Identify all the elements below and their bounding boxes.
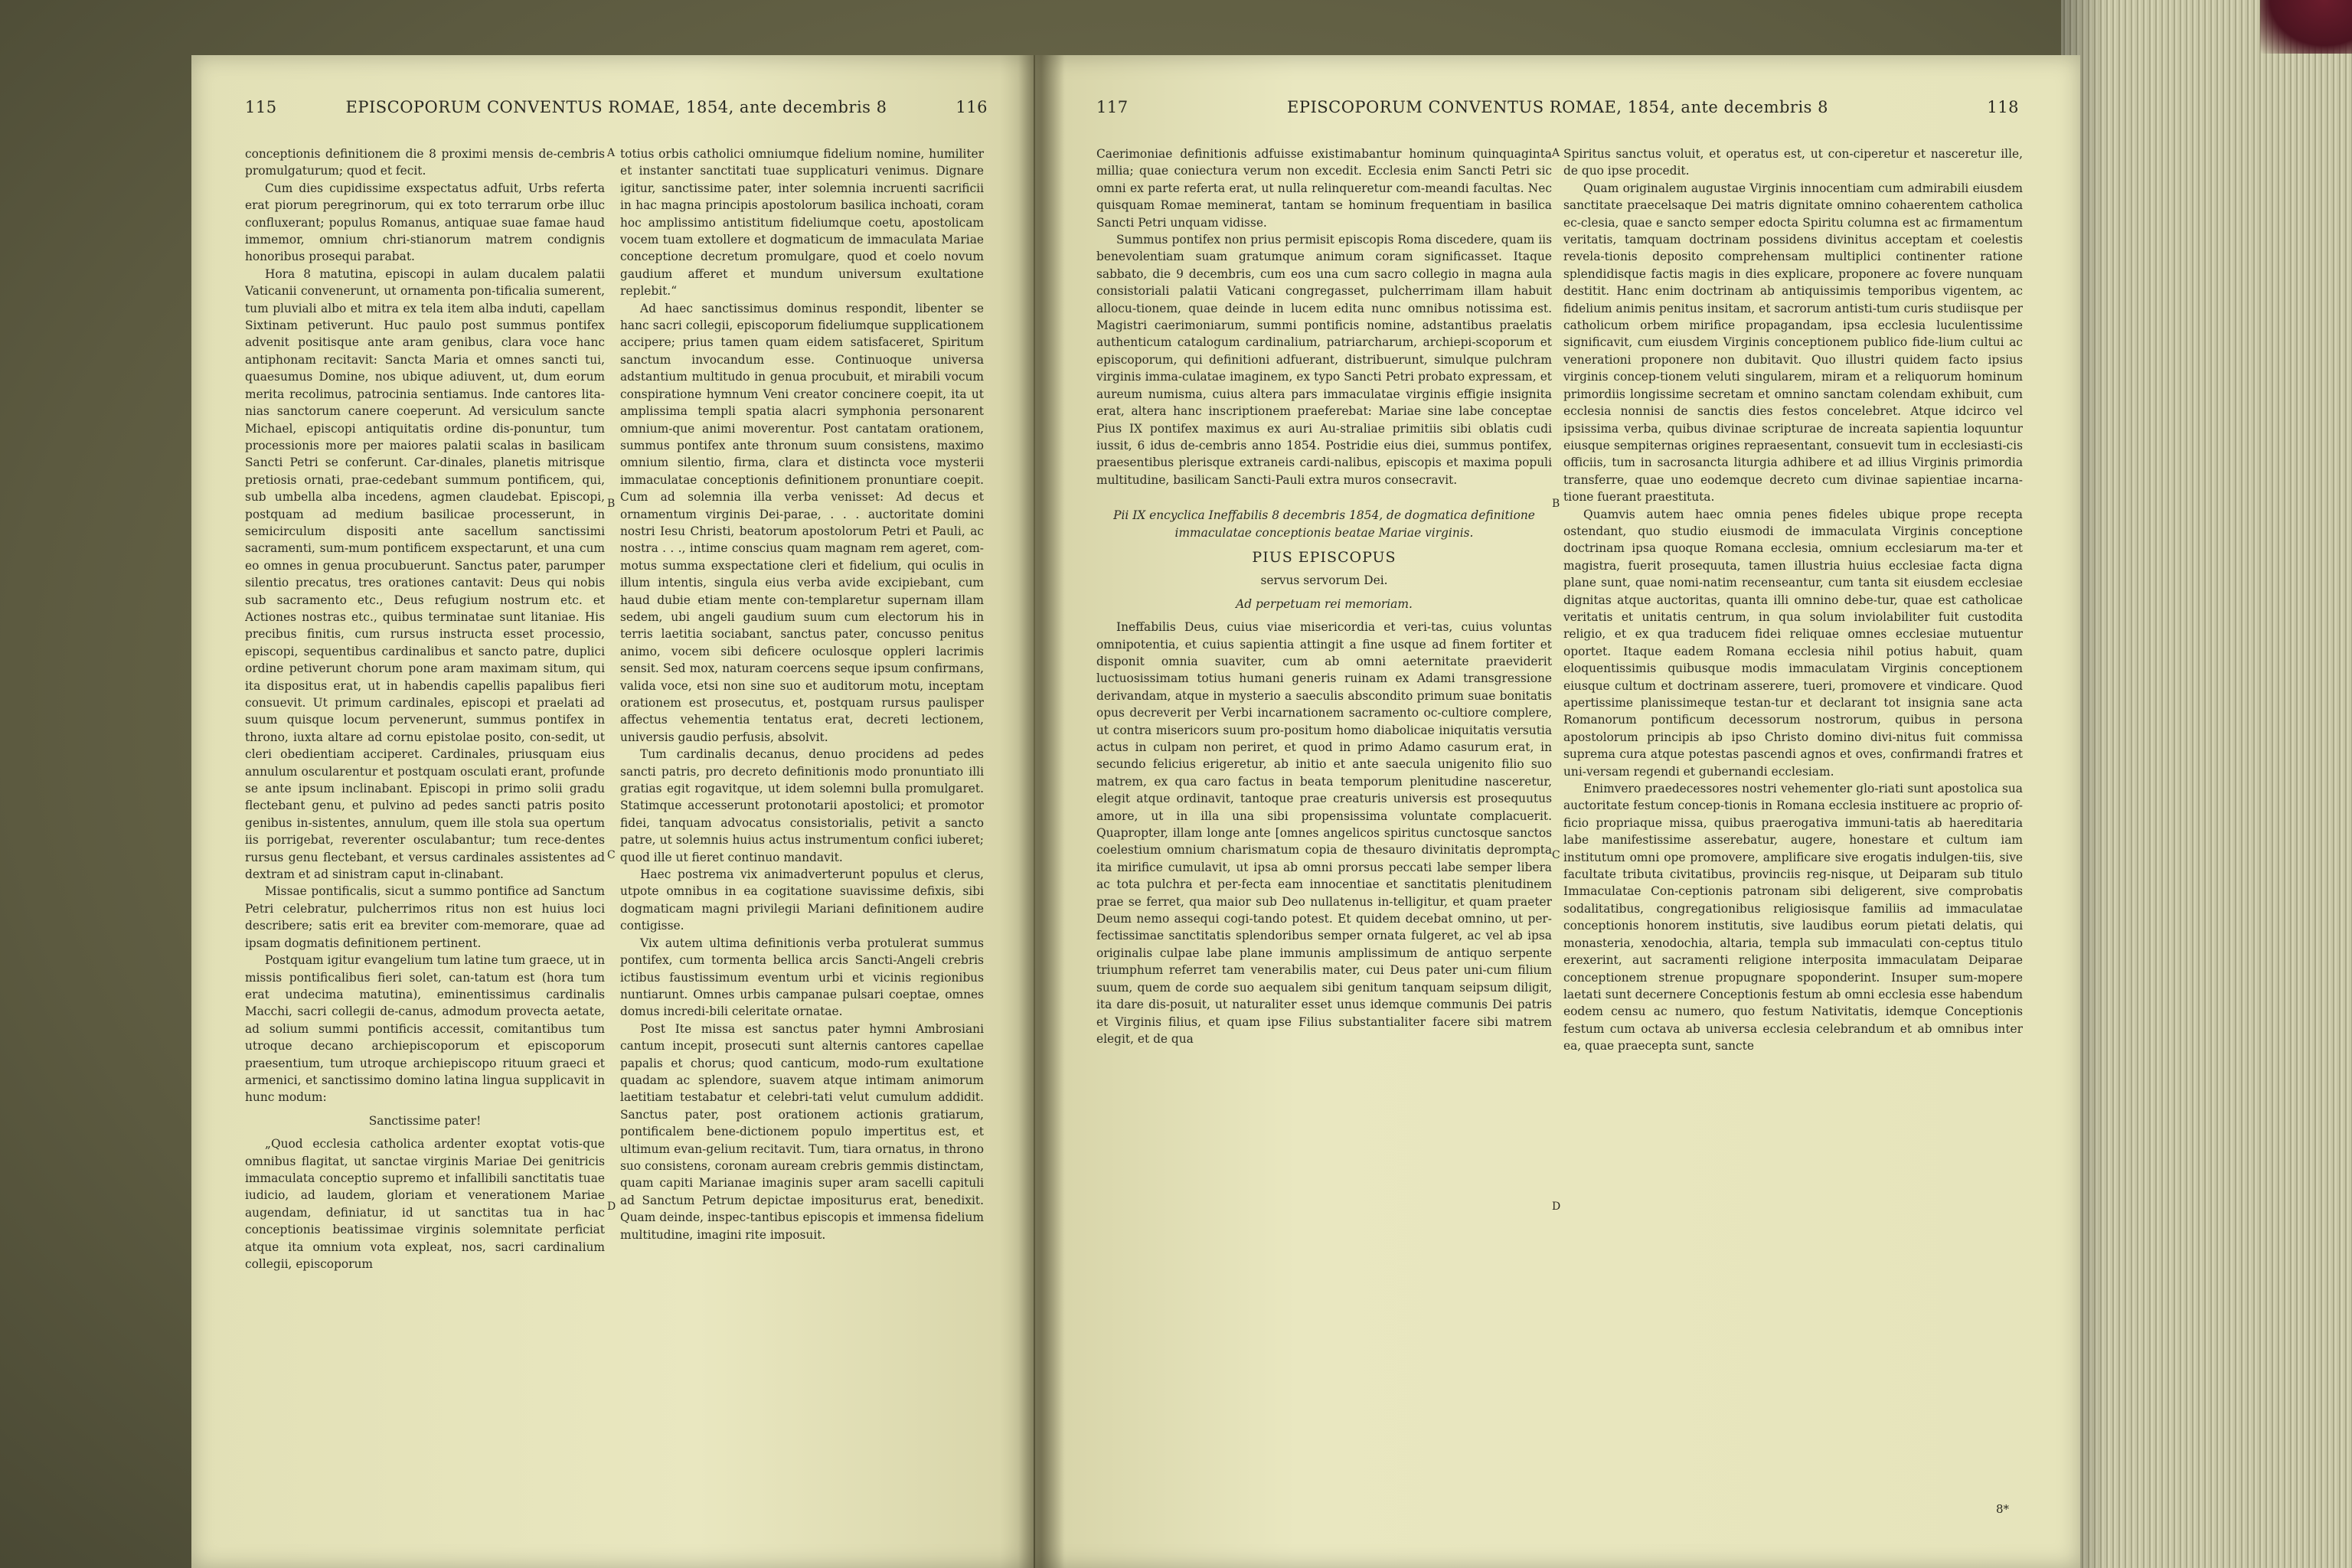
servus-line: servus servorum Dei. [1260,573,1388,588]
left-page-header [245,98,988,129]
paragraph: Ad haec sanctissimus dominus respondit, libenter se hanc sacri collegii, episcoporum fideliumque supplicationem accipere; prius tamen quam eidem satisfaceret, Spiritum sanctum invocandum esse. Continuoque universa adstantium multitudo in genua procubuit, et mirabili vocum conspiratione hymnum Veni creator concinere coepit, ita ut amplissima templi spatia alacri symphonia personarent omnium-que animi moverentur. Post cantatam orationem, summus pontifex ante thronum suum consistens, maximo omnium silentio, firma, clara et distincta voce mysterii immaculatae conceptionis definitionem pronuntiare coepit. Cum ad solemnia illa verba venisset: Ad decus et ornamentum virginis Dei-parae, . . . auctoritate domini nostri Iesu Christi, beatorum apostolorum Petri et Pauli, ac nostra . . ., intime conscius quam magnam rem ageret, com-motus summa exspectatione cleri et fidelium, qui oculis in illum intentis, singula eius verba avide excipiebant, cum haud dubie etiam mente con-templaretur supernam illam sedem, ubi angeli gaudium suum cum electorum his in terris laetitia sociabant, sanctus pater, concusso penitus animo, vocem sibi deficere oculosque oppleri lacrimis sensit. Sed mox, naturam coercens seque ipsum confirmans, valida voce, etsi non sine suo et auditorum motu, inceptam orationem est prosecutus, et, postquam rursus paulisper affectus vehementia tentatus erat, decreti lectionem, universis gaudio perfusis, absolvit. [620,301,984,744]
encyclical-caption: Pii IX encyclica Ineffabilis 8 decembris 1854, de dogmatica definitione immaculatae conceptionis beatae Mariae virginis. [1113,508,1535,540]
running-title: EPISCOPORUM CONVENTUS ROMAE, 1854, ante decembris 8 [1287,98,1828,116]
address-heading: Sanctissime pater! [368,1113,482,1128]
page-number-117: 117 [1096,98,1129,116]
paragraph: Quam originalem augustae Virginis innocentiam cum admirabili eiusdem sanctitate praecelsaque Dei matris dignitate omnino cohaerentem catholica ec-clesia, quae e sancto semper edocta Spiritu columna est ac firmamentum veritatis, tamquam doctrinam possidens divinitus acceptam et coelestis revela-tionis deposito comprehensam multiplici continenter ratione splendidisque factis magis in dies explicare, proponere ac fovere nunquam destitit. Hanc enim doctrinam ab antiquissimis temporibus vigentem, ac fidelium animis penitus insitam, et sacrorum antisti-tum curis studiisque per catholicum orbem mirifice propagandam, ipsa ecclesia luculentissime significavit, cum eiusdem Virginis conceptionem publico fide-lium cultui ac venerationi proponere non dubitavit. Quo illustri quidem facto ipsius virginis concep-tionem veluti singularem, miram et a reliquorum hominum primordiis longissime secretam et omnino sanctam colendam exhibuit, cum ecclesia nonnisi de sanctis dies festos concelebret. Atque idcirco vel ipsissima verba, quibus divinae scripturae de increata sapientia loquuntur eiusque sempiternas origines repraesentant, consuevit tum in ecclesiasti-cis officiis, tum in sacrosancta liturgia adhibere et ad illius Virginis primordia transferre, quae uno eodemque decreto cum divinae sapientiae incarna-tione fuerant praestituta. [1563,181,2023,505]
margin-marker-c: C [1552,849,1560,861]
paragraph: Vix autem ultima definitionis verba protulerat summus pontifex, cum tormenta bellica arcis Sancti-Angeli crebris ictibus faustissimum eventum urbi et vicinis regionibus nuntiarunt. Omnes urbis campanae pulsari coeptae, omnes domus incredi-bili celeritate ornatae. [620,936,984,1019]
paragraph: Postquam igitur evangelium tum latine tum graece, ut in missis pontificalibus fieri solet, can-tatum est (hora tum erat undecima matutina), eminentissimus cardinalis Macchi, sacri collegii de-canus, admodum provecta aetate, ad solium summi pontificis accessit, comitantibus tum utroque decano archiepiscoporum et episcoporum praesentium, tum utroque archiepiscopo rituum graeci et armenici, et sanctissimo domino latina lingua supplicavit in hunc modum: [245,953,605,1105]
margin-marker-d: D [607,1200,616,1213]
margin-marker-d: D [1552,1200,1561,1213]
cloth-corner [2260,0,2352,54]
left-column-b [620,145,984,1554]
ad-perpetuam-line: Ad perpetuam rei memoriam. [1236,596,1413,611]
paragraph: Summus pontifex non prius permisit episcopis Roma discedere, quam iis benevolentiam suam gratumque animum coram significasset. Itaque sabbato, die 9 decembris, cum eos una cum sacro collegio in magna aula consistoriali palatii Vaticani congregasset, pulcherrimam illam habuit allocu-tionem, quae deinde in lucem edita nunc omnibus notissima est. Magistri caerimoniarum, summi pontificis nomine, adstantibus praelatis authenticum catalogum cardinalium, patriarcharum, archiepi-scoporum et episcoporum, qui definitioni adfuerant, distribuerunt, simulque pulchram virginis imma-culatae imaginem, ex typo Sancti Petri probato expressam, et aureum numisma, cuius altera pars immaculatae virginis effigie insignita erat, altera hanc inscriptionem praeferebat: Mariae sine labe conceptae Pius IX pontifex maximus ex auri Au-straliae primitiis sibi oblatis cudi iussit, 6 idus de-cembris anno 1854. Postridie eius diei, summus pontifex, praesentibus plerisque extraneis cardi-nalibus, episcopis et maxima populi multitudine, basilicam Sancti-Pauli extra muros consecravit. [1096,233,1552,487]
left-column-a [245,145,605,1554]
paragraph: totius orbis catholici omniumque fidelium nomine, humiliter et instanter sanctitati tuae supplicaturi venimus. Dignare igitur, sanctissime pater, inter solemnia incruenti sacrificii in hac magna principis apostolorum basilica inchoati, coram hoc amplissimo antistitum fideliumque coetu, apostolicam vocem tuam extollere et dogmaticum de immaculata Mariae conceptione decretum promulgare, quod et coelo novum gaudium afferet et mundum universum exultatione replebit.“ [620,147,984,299]
paragraph: Tum cardinalis decanus, denuo procidens ad pedes sancti patris, pro decreto definitionis modo pronuntiato illi gratias egit rogavitque, ut idem solemni bulla promulgaret. Statimque accesserunt protonotarii apostolici; et promotor fidei, tanquam advocatus consistorialis, petivit a sancto patre, ut solemnis huius actus instrumentum confici iuberet; quod ille ut fieret continuo mandavit. [620,747,984,864]
paragraph: Enimvero praedecessores nostri vehementer glo-riati sunt apostolica sua auctoritate festum concep-tionis in Romana ecclesia instituere ac proprio of-ficio propriaque missa, quibus praerogativa immuni-tatis ab haereditaria labe manifestissime asserebatur, augere, honestare et cultum iam institutum omni ope promovere, amplificare sive erogatis indulgen-tiis, sive facultate tributa civitatibus, provinciis reg-nisque, ut Deiparam sub titulo Immaculatae Con-ceptionis patronam sibi deligerent, sive comprobatis sodalitatibus, congregationibus religiosisque familiis ad immaculatae conceptionis honorem institutis, sive laudibus eorum pietati delatis, qui monasteria, xenodochia, altaria, templa sub immaculati con-ceptus titulo erexerint, aut sacramenti religione interposita immaculatam Deiparae conceptionem strenue propugnare spoponderint. Insuper sum-mopere laetati sunt decernere Conceptionis festum ab omni ecclesia esse habendum eodem censu ac numero, quo festum Nativitatis, idemque Conceptionis festum cum octava ab universa ecclesia celebrandum et ab omnibus inter ea, quae praecepta sunt, sancte [1563,782,2023,1054]
paragraph: Caerimoniae definitionis adfuisse existimabantur hominum quinquaginta millia; quae coniectura verum non excedit. Ecclesia enim Sancti Petri sic omni ex parte referta erat, ut nulla relinqueretur com-meandi facultas. Nec quisquam Romae meminerat, tantam se hominum frequentiam in basilica Sancti Petri unquam vidisse. [1096,147,1552,230]
paragraph: Quamvis autem haec omnia penes fideles ubique prope recepta ostendant, quo studio eiusmodi de immaculata Virginis conceptione doctrinam ipsa quoque Romana ecclesia, omnium ecclesiarum ma-ter et magistra, fuerit prosequuta, tamen illustria huius ecclesiae facta digna plane sunt, quae nomi-natim recenseantur, cum tanta sit eiusdem ecclesiae dignitas atque auctoritas, quanta illi omnino debe-tur, quae est catholicae veritatis et unitatis centrum, in qua solum inviolabiliter fuit custodita religio, et ex qua traducem fidei reliquae omnes ecclesiae mutuentur oportet. Itaque eadem Romana ecclesia nihil potius habuit, quam eloquentissimis quibusque modis immaculatam Virginis conceptionem eiusque cultum et doctrinam asserere, tueri, promovere et vindicare. Quod apertissime planissimeque testan-tur et declarant tot insignia sane acta Romanorum pontificum decessorum nostrorum, quibus in persona apostolorum principis ab ipso Christo domino divi-nitus fuit commissa suprema cura atque potestas pascendi agnos et oves, confirmandi fratres et uni-versam regendi et gubernandi ecclesiam. [1563,507,2023,779]
running-title: EPISCOPORUM CONVENTUS ROMAE, 1854, ante decembris 8 [345,98,887,116]
paragraph: Missae pontificalis, sicut a summo pontifice ad Sanctum Petri celebratur, pulcherrimos ritus non est huius loci describere; satis erit ea breviter com-memorare, quae ad ipsam dogmatis definitionem pertinent. [245,884,605,950]
right-page [1035,55,2080,1568]
right-page-header [1096,98,2019,129]
margin-marker-b: B [607,498,616,510]
paragraph: „Quod ecclesia catholica ardenter exoptat votis-que omnibus flagitat, ut sanctae virginis Mariae Dei genitricis immaculata conceptio supremo et infallibili sanctitatis tuae iudicio, ad laudem, gloriam et venerationem Mariae augendam, definiatur, id ut sanctitas tua in hac conceptionis beatissimae virginis solemnitate perficiat atque ita omnium vota expleat, nos, sacri cardinalium collegii, episcoporum [245,1137,605,1271]
right-column-b [1563,145,2023,1554]
paragraph: Post Ite missa est sanctus pater hymni Ambrosiani cantum incepit, prosecuti sunt alternis cantores capellae papalis et chorus; quod canticum, modo-rum exultatione quadam ac splendore, suavem atque intimam animorum laetitiam testabatur et celebri-tati velut cumulum addidit. Sanctus pater, post orationem actionis gratiarum, pontificalem bene-dictionem populo impertitus est, et ultimum evan-gelium recitavit. Tum, tiara ornatus, in throno suo consistens, coronam auream crebris gemmis distinctam, quam capiti Marianae imaginis super aram sacelli capituli ad Sanctum Petrum depictae impositurus erat, benedixit. Quam deinde, inspec-tantibus episcopis et immensa fidelium multitudine, imagini rite imposuit. [620,1021,984,1242]
paragraph: Hora 8 matutina, episcopi in aulam ducalem palatii Vaticanii convenerunt, ut ornamenta pon-tificalia sumerent, tum pluviali albo et mitra ex tela item alba induti, capellam Sixtinam petiverunt. Huc paulo post summus pontifex advenit positisque ante aram genibus, clara voce hanc antiphonam recitavit: Sancta Maria et omnes sancti tui, quaesumus Domine, nos ubique adiuvent, ut, dum eorum merita recolimus, patrocinia sentiamus. Inde cantores lita-nias sanctorum canere coeperunt. Ad versiculum sancte Michael, episcopi antiquitatis ordine dis-ponuntur, tum processionis more per maiores palatii scalas in basilicam Sancti Petri se conferunt. Car-dinales, planetis mitrisque pretiosis ornati, prae-cedebant summum pontificem, qui, sub umbella alba incedens, agmen claudebat. Episcopi, postquam ad medium basilicae processerunt, in semicirculum dispositi ante sacellum sanctissimi sacramenti, sum-mum pontificem exspectarunt, et una cum eo omnes in genua procubuerunt. Sanctus pater, parumper silentio precatus, tres orationes cantavit: Deus qui nobis sub sacramento etc., Deus refugium nostrum etc. et Actiones nostras etc., quibus terminatae sunt litaniae. His precibus finitis, cum rursus instructa esset processio, episcopi, sequentibus cardinalibus et sancto patre, duplici ordine petiverunt chorum pone aram maximam situm, qui ita dispositus erat, ut in habendis capellis papalibus fieri consuevit. Ut primum cardinales, episcopi et praelati ad suum quisque locum pervenerunt, summus pontifex in throno, iuxta altare ad cornu epistolae posito, con-sedit, ut cleri obedientiam acciperet. Cardinales, priusquam eius annulum oscularentur et postquam osculati erant, profunde se ante ipsum inclinabant. Episcopi in primo solii gradu flectebant genu, et pulvino ad pedes sancti patris posito genibus in-sistentes, annulum, quem ille stola sua opertum iis porrigebat, reverenter osculabantur; tum rece-dentes rursus genu flectebant, et versus cardinales assistentes ad dextram et ad sinistram caput in-clinabant. [245,266,605,882]
paragraph: Ineffabilis Deus, cuius viae misericordia et veri-tas, cuius voluntas omnipotentia, et cuius sapientia attingit a fine usque ad finem fortiter et disponit omnia suaviter, cum ab omni aeternitate praeviderit luctuosissimam totius humani generis ruinam ex Adami transgressione derivandam, atque in mysterio a saeculis abscondito primum suae bonitatis opus decreverit per Verbi incarnationem sacramento oc-cultiore complere, ut contra misericors suum pro-positum homo diabolicae iniquitatis versutia actus in culpam non periret, et quod in primo Adamo casurum erat, in secundo felicius erigeretur, ab initio et ante saecula unigenito filio suo matrem, ex qua caro factus in beata temporum plenitudine nasceretur, elegit atque ordinavit, tantoque prae creaturis universis est prosequutus amore, ut in illa una sibi propensissima voluntate complacuerit. Quapropter, illam longe ante [omnes angelicos spiritus cunctosque sanctos coelestium omnium charismatum copia de thesauro divinitatis deprompta ita mirifice cumulavit, ut ipsa ab omni prorsus peccati labe semper libera ac tota pulchra et per-fecta eam innocentiae et sanctitatis plenitudinem prae se ferret, qua maior sub Deo nullatenus in-telligitur, et quam praeter Deum nemo assequi cogi-tando potest. Et quidem decebat omnino, ut per-fectissimae sanctitatis splendoribus semper ornata fulgeret, ac vel ab ipsa originalis culpae labe plane immunis amplissimum de antiquo serpente triumphum referret tam venerabilis mater, cui Deus pater uni-cum filium suum, quem de corde suo aequalem sibi genitum tanquam seipsum diligit, ita dare dis-posuit, ut naturaliter esset unus idemque communis Dei patris et Virginis filius, et quam ipse Filius substantialiter facere sibi matrem elegit, et de qua [1096,620,1552,1046]
margin-marker-c: C [607,849,616,861]
paragraph: Cum dies cupidissime exspectatus adfuit, Urbs referta erat piorum peregrinorum, qui ex toto terrarum orbe illuc confluxerant; populus Romanus, antiquae suae famae haud immemor, omnium chri-stianorum matrem condignis honoribus prosequi parabat. [245,181,605,264]
margin-marker-a: A [607,147,616,159]
pius-heading: PIUS EPISCOPUS [1252,548,1396,566]
signature-mark: 8* [1996,1502,2010,1516]
margin-marker-b: B [1552,498,1560,510]
page-number-116: 116 [956,98,988,116]
page-number-118: 118 [1987,98,2019,116]
right-column-a [1096,145,1552,1554]
paragraph: Haec postrema vix animadverterunt populus et clerus, utpote omnibus in ea cogitatione suavissime defixis, sibi dogmaticam magni privilegii Mariani definitionem audire contigisse. [620,867,984,933]
book-page-edges [2061,0,2352,1568]
page-number-115: 115 [245,98,277,116]
margin-marker-a: A [1552,147,1560,159]
left-page [191,55,1034,1568]
paragraph: Spiritus sanctus voluit, et operatus est, ut con-ciperetur et nasceretur ille, de quo ipse procedit. [1563,147,2023,178]
paragraph: conceptionis definitionem die 8 proximi mensis de-cembris promulgaturum; quod et fecit. [245,147,605,178]
